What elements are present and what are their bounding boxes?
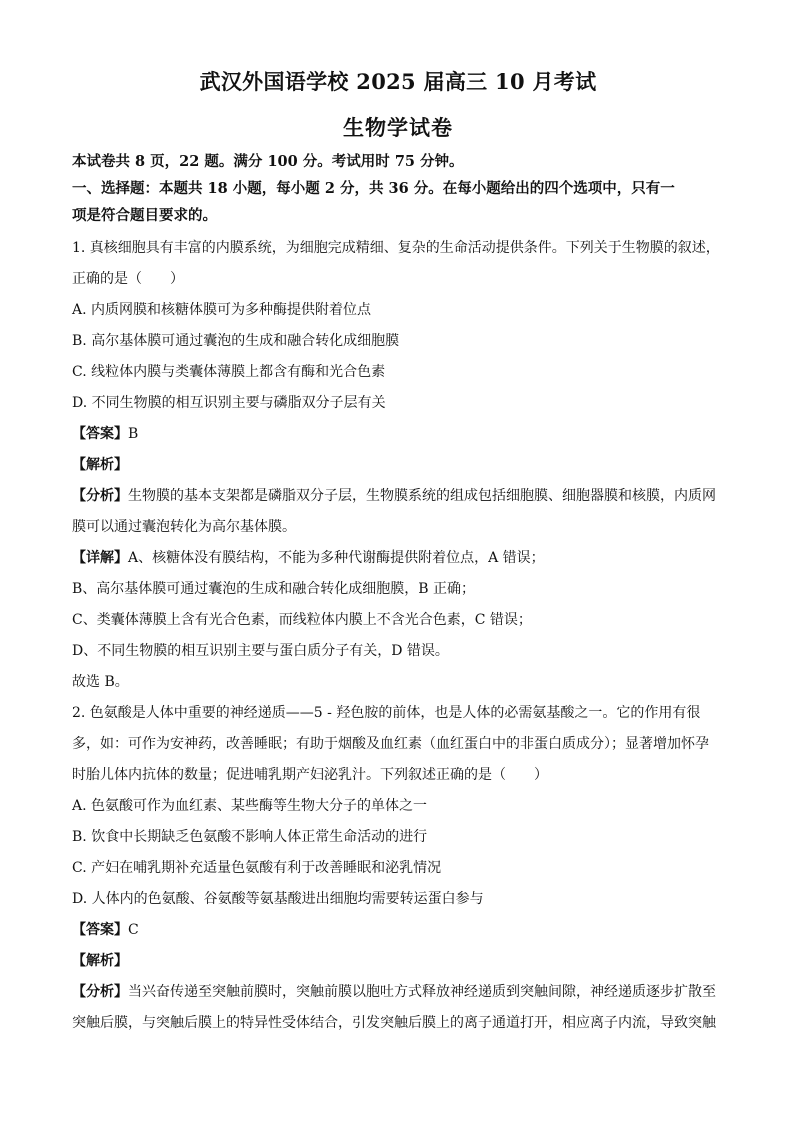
q2-analysis bbox=[72, 946, 724, 977]
q1-fenxi-tag: 【分析】 bbox=[72, 488, 128, 504]
q2-stem-line1: 2. 色氨酸是人体中重要的神经递质——5 - 羟色胺的前体，也是人体的必需氨基酸之一。它的作用有很 bbox=[72, 705, 701, 721]
q1-option-b: B. 高尔基体膜可通过囊泡的生成和融合转化成细胞膜 bbox=[72, 333, 400, 349]
q2-stem-line2: 多，如：可作为安神药，改善睡眠；有助于烟酸及血红素（血红蛋白中的非蛋白质成分）；显著增加怀孕 bbox=[72, 736, 709, 752]
q1-option-d: D. 不同生物膜的相互识别主要与磷脂双分子层有关 bbox=[72, 395, 386, 411]
q2-stem-line3: 时胎儿体内抗体的数量；促进哺乳期产妇泌乳汁。下列叙述正确的是（ ） bbox=[72, 767, 548, 783]
q2-option-c: C. 产妇在哺乳期补充适量色氨酸有利于改善睡眠和泌乳情况 bbox=[72, 860, 442, 876]
q1-fenxi-line1 bbox=[72, 481, 724, 512]
q1-stem-line2: 正确的是（ ） bbox=[72, 271, 184, 287]
q2-fenxi-line2: 突触后膜，与突触后膜上的特异性受体结合，引发突触后膜上的离子通道打开，相应离子内流，导致突触 bbox=[72, 1015, 716, 1031]
q1-detail-line2: B、高尔基体膜可通过囊泡的生成和融合转化成细胞膜，B 正确； bbox=[72, 581, 476, 597]
question-1 bbox=[72, 233, 724, 698]
q2-answer-tag: 【答案】 bbox=[72, 922, 128, 938]
q1-analysis-tag: 【解析】 bbox=[72, 457, 128, 473]
q2-answer bbox=[72, 915, 724, 946]
q2-analysis-tag: 【解析】 bbox=[72, 953, 128, 969]
q1-detail-text1: A、核糖体没有膜结构，不能为多种代谢酶提供附着位点，A 错误； bbox=[128, 550, 545, 566]
q2-answer-value: C bbox=[128, 922, 139, 938]
q2-option-b: B. 饮食中长期缺乏色氨酸不影响人体正常生命活动的进行 bbox=[72, 829, 428, 845]
question-2 bbox=[72, 698, 724, 1039]
exam-subtitle: 生物学试卷 bbox=[343, 115, 453, 140]
q2-option-d: D. 人体内的色氨酸、谷氨酸等氨基酸进出细胞均需要转运蛋白参与 bbox=[72, 891, 484, 907]
q2-fenxi-tag: 【分析】 bbox=[72, 984, 128, 1000]
exam-title: 武汉外国语学校 2025 届高三 10 月考试 bbox=[199, 69, 597, 94]
section-heading-line1: 一、选择题：本题共 18 小题，每小题 2 分，共 36 分。在每小题给出的四个选项中，只有一 bbox=[72, 180, 675, 197]
q1-option-a: A. 内质网膜和核糖体膜可为多种酶提供附着位点 bbox=[72, 302, 372, 318]
q1-detail-line4: D、不同生物膜的相互识别主要与蛋白质分子有关，D 错误。 bbox=[72, 643, 449, 659]
q2-fenxi-line1 bbox=[72, 977, 724, 1008]
q1-detail-tag: 【详解】 bbox=[72, 550, 128, 566]
exam-info: 本试卷共 8 页，22 题。满分 100 分。考试用时 75 分钟。 bbox=[72, 153, 464, 170]
q1-conclusion: 故选 B。 bbox=[72, 674, 129, 690]
q1-answer-value: B bbox=[128, 426, 139, 442]
q2-option-a: A. 色氨酸可作为血红素、某些酶等生物大分子的单体之一 bbox=[72, 798, 428, 814]
q1-option-c: C. 线粒体内膜与类囊体薄膜上都含有酶和光合色素 bbox=[72, 364, 386, 380]
q1-analysis bbox=[72, 450, 724, 481]
q1-detail-line3: C、类囊体薄膜上含有光合色素，而线粒体内膜上不含光合色素，C 错误； bbox=[72, 612, 532, 628]
q2-fenxi-text1: 当兴奋传递至突触前膜时，突触前膜以胞吐方式释放神经递质到突触间隙，神经递质逐步扩散至 bbox=[128, 984, 716, 1000]
q1-stem-line1: 1. 真核细胞具有丰富的内膜系统，为细胞完成精细、复杂的生命活动提供条件。下列关于生物膜的叙述， bbox=[72, 240, 720, 256]
q1-answer-tag: 【答案】 bbox=[72, 426, 128, 442]
section-heading-line2: 项是符合题目要求的。 bbox=[72, 207, 217, 224]
q1-fenxi-line2: 膜可以通过囊泡转化为高尔基体膜。 bbox=[72, 519, 296, 535]
q1-fenxi-text1: 生物膜的基本支架都是磷脂双分子层，生物膜系统的组成包括细胞膜、细胞器膜和核膜，内质网 bbox=[128, 488, 716, 504]
q1-answer bbox=[72, 419, 724, 450]
q1-detail-line1 bbox=[72, 543, 724, 574]
